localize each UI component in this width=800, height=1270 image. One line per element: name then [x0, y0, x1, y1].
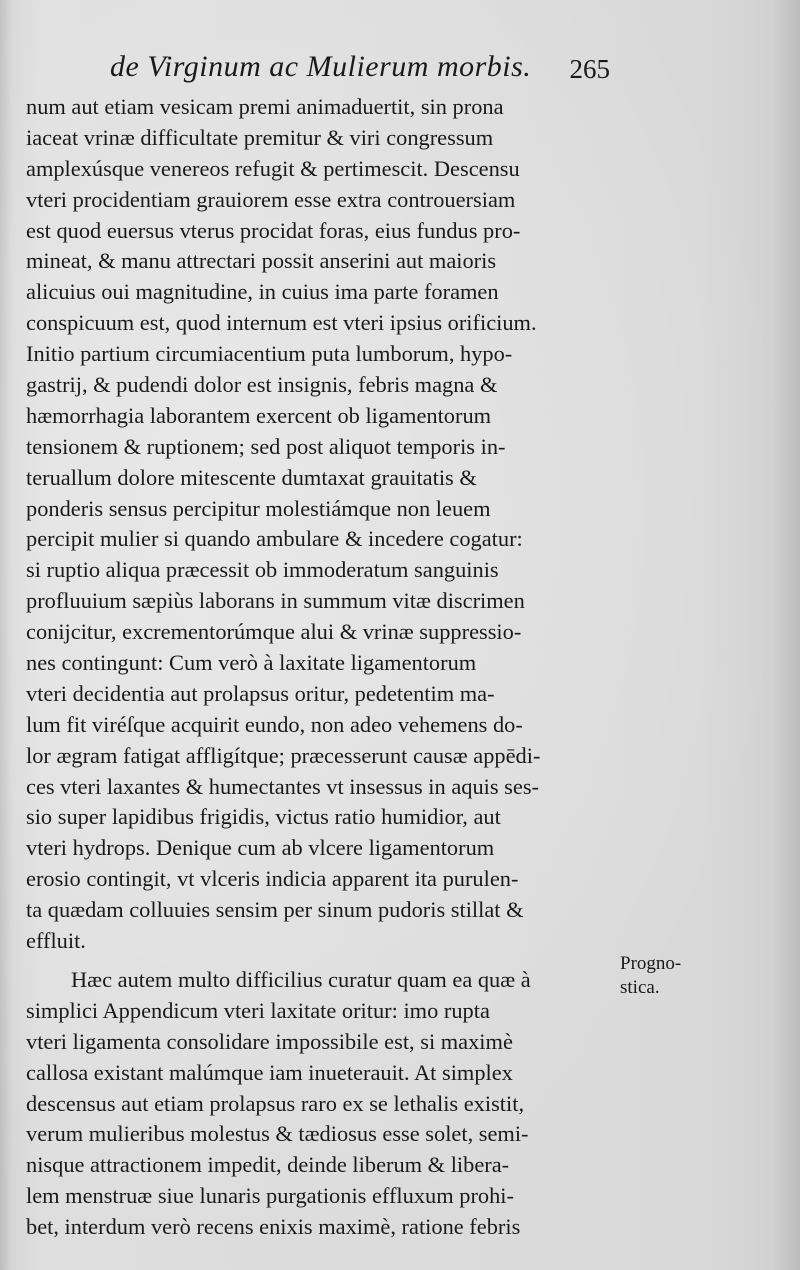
text-line: vteri procidentiam grauiorem esse extra controuersiam — [26, 186, 516, 212]
text-line: ponderis sensus percipitur molestiámque non leuem — [26, 495, 491, 521]
text-line: profluuium sæpiùs laborans in summum vitæ discrimen — [26, 588, 525, 614]
page-edge-shadow — [772, 0, 800, 1270]
text-line: vteri ligamenta consolidare impossibile est, si maximè — [26, 1028, 513, 1054]
text-line: alicuius oui magnitudine, in cuius ima parte foramen — [26, 279, 499, 305]
text-line: mineat, & manu attrectari possit anserini aut maioris — [26, 248, 497, 274]
marginal-note — [620, 952, 681, 1000]
text-line: erosio contingit, vt vlceris indicia apparent ita purulen- — [26, 866, 519, 892]
body-text — [26, 92, 626, 1243]
text-line: Initio partium circumiacentium puta lumborum, hypo- — [26, 341, 513, 367]
marginal-note-line: Progno- — [620, 953, 682, 974]
text-line: effluit. — [26, 928, 86, 954]
text-line: conijcitur, excrementorúmque alui & vrinæ suppressio- — [26, 619, 522, 645]
text-line: num aut etiam vesicam premi animaduertit, sin prona — [26, 94, 504, 119]
text-line-paragraph-start: Hæc autem multo difficilius curatur quam ea quæ à — [71, 966, 531, 992]
page-header — [110, 50, 610, 90]
text-line: lum fit viréſque acquirit eundo, non adeo vehemens do- — [26, 711, 523, 737]
text-line: descensus aut etiam prolapsus raro ex se lethalis existit, — [26, 1090, 525, 1116]
text-line: callosa existant malúmque iam inueterauit. At simplex — [26, 1059, 513, 1085]
text-line: nes contingunt: Cum verò à laxitate ligamentorum — [26, 650, 477, 676]
text-line: simplici Appendicum vteri laxitate oritur: imo rupta — [26, 997, 490, 1023]
text-line: ta quædam colluuies sensim per sinum pudoris stillat & — [26, 897, 524, 923]
marginal-note-line: stica. — [620, 977, 660, 998]
text-line: est quod euersus vterus procidat foras, eius fundus pro- — [26, 217, 521, 243]
text-line: hæmorrhagia laborantem exercent ob ligamentorum — [26, 402, 492, 428]
text-line: iaceat vrinæ difficultate premitur & viri congressum — [26, 124, 494, 150]
text-line: bet, interdum verò recens enixis maximè, ratione febris — [26, 1214, 521, 1240]
text-line: ces vteri laxantes & humectantes vt insessus in aquis ses- — [26, 773, 540, 799]
running-title: de Virginum ac Mulierum morbis. — [110, 50, 532, 83]
text-line: nisque attractionem impedit, deinde liberum & libera- — [26, 1152, 510, 1178]
text-line: amplexúsque venereos refugit & pertimescit. Descensu — [26, 155, 520, 181]
text-line: teruallum dolore mitescente dumtaxat grauitatis & — [26, 464, 477, 490]
text-line: sio super lapidibus frigidis, victus ratio humidior, aut — [26, 804, 501, 830]
text-line: conspicuum est, quod internum est vteri ipsius orificium. — [26, 310, 537, 336]
text-line: gastrij, & pudendi dolor est insignis, febris magna & — [26, 372, 498, 398]
text-line: tensionem & ruptionem; sed post aliquot temporis in- — [26, 433, 506, 459]
page-number: 265 — [569, 54, 610, 84]
text-line: verum mulieribus molestus & tædiosus esse solet, semi- — [26, 1121, 529, 1147]
text-line: vteri hydrops. Denique cum ab vlcere ligamentorum — [26, 835, 495, 861]
text-line: percipit mulier si quando ambulare & incedere cogatur: — [26, 526, 523, 552]
text-line: lem menstruæ siue lunaris purgationis effluxum prohi- — [26, 1183, 514, 1209]
text-line: vteri decidentia aut prolapsus oritur, pedetentim ma- — [26, 680, 495, 706]
text-line: lor ægram fatigat affligítque; præcesserunt causæ appēdi- — [26, 742, 541, 768]
text-line: si ruptio aliqua præcessit ob immoderatum sanguinis — [26, 557, 499, 583]
